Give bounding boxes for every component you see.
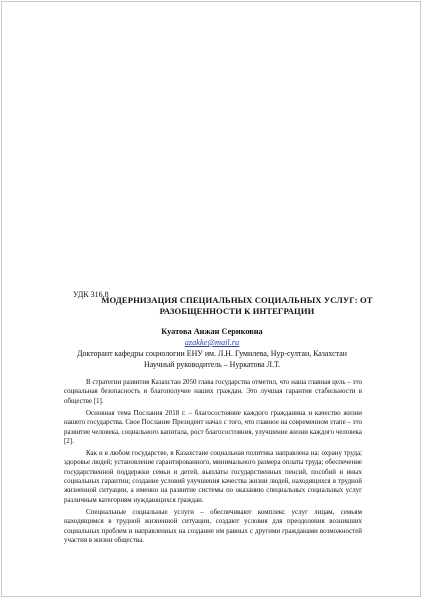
author-affiliation: Докторант кафедры социологии ЕНУ им. Л.Н. Гумилева, Нур-султан, Казахстан [77,349,347,358]
article-title: МОДЕРНИЗАЦИЯ СПЕЦИАЛЬНЫХ СОЦИАЛЬНЫХ УСЛУГ: ОТ РАЗОБЩЕННОСТИ К ИНТЕГРАЦИИ [101,295,373,316]
author-name: Куатова Анжан Сериковна [161,327,263,336]
paragraph: Как и в любом государстве, в Казахстане социальная политика направлена на: охрану труда; здоровье людей; установление гарантированного, минимального размера оплаты труда; обеспечение государственной поддержки семьи и детей, выплаты государственных пенсий, пособий и иных социальных гарантии; создание условий улучшения качества жизни людей, находящихся в трудной жизненной ситуации, а именно на развитие системы по оказанию специальных социальных услуг различным категориям нуждающихся граждан. [64,448,362,504]
paragraph: В стратегии развития Казахстан 2050 глава государства отметил, что наша главная цель – это социальная безопасность и благополучие наших граждан. Это лучшая гарантия стабильности в обществе [1]. [64,378,362,405]
author-email-link[interactable]: azakke@mail.ru [184,338,240,347]
scientific-advisor: Научный руководитель – Нуркатова Л.Т. [144,360,280,369]
article-body [64,378,362,548]
paragraph: Специальные социальные услуги – обеспечивают комплекс услуг лицам, семьям находящимся в трудной жизненной ситуации, создают условия для преодоления возникших социальных проблем и направленных на создание им равных с другими гражданами возможностей участия в жизни общества. [64,507,362,544]
paragraph: Основная тема Послания 2018 г. – благосостояние каждого гражданина и качество жизни нашего государства. Свое Послание Президент начал с того, что главное на современном этапе – это развитие человека, социального капитала, рост благосостояния, улучшение жизни каждого человека [2]. [64,408,362,445]
udk-code: УДК 316.8 [73,290,109,299]
